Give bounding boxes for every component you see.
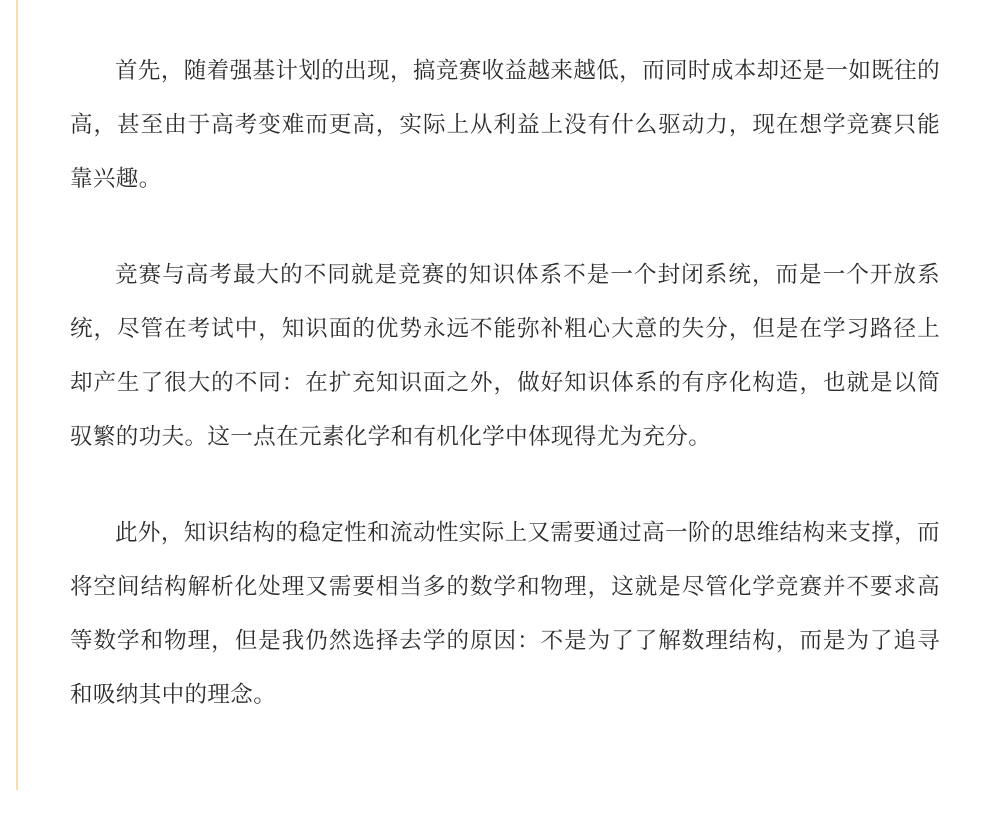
article-body — [70, 44, 940, 722]
quote-accent-bar — [16, 0, 18, 790]
paragraph-2: 竞赛与高考最大的不同就是竞赛的知识体系不是一个封闭系统，而是一个开放系统，尽管在考试中，知识面的优势永远不能弥补粗心大意的失分，但是在学习路径上却产生了很大的不同：在扩充知识面之外，做好知识体系的有序化构造，也就是以简驭繁的功夫。这一点在元素化学和有机化学中体现得尤为充分。 — [70, 262, 940, 450]
paragraph-3: 此外，知识结构的稳定性和流动性实际上又需要通过高一阶的思维结构来支撑，而将空间结构解析化处理又需要相当多的数学和物理，这就是尽管化学竞赛并不要求高等数学和物理，但是我仍然选择去学的原因：不是为了了解数理结构，而是为了追寻和吸纳其中的理念。 — [70, 520, 940, 708]
paragraph-1: 首先，随着强基计划的出现，搞竞赛收益越来越低，而同时成本却还是一如既往的高，甚至由于高考变难而更高，实际上从利益上没有什么驱动力，现在想学竞赛只能靠兴趣。 — [70, 58, 940, 192]
